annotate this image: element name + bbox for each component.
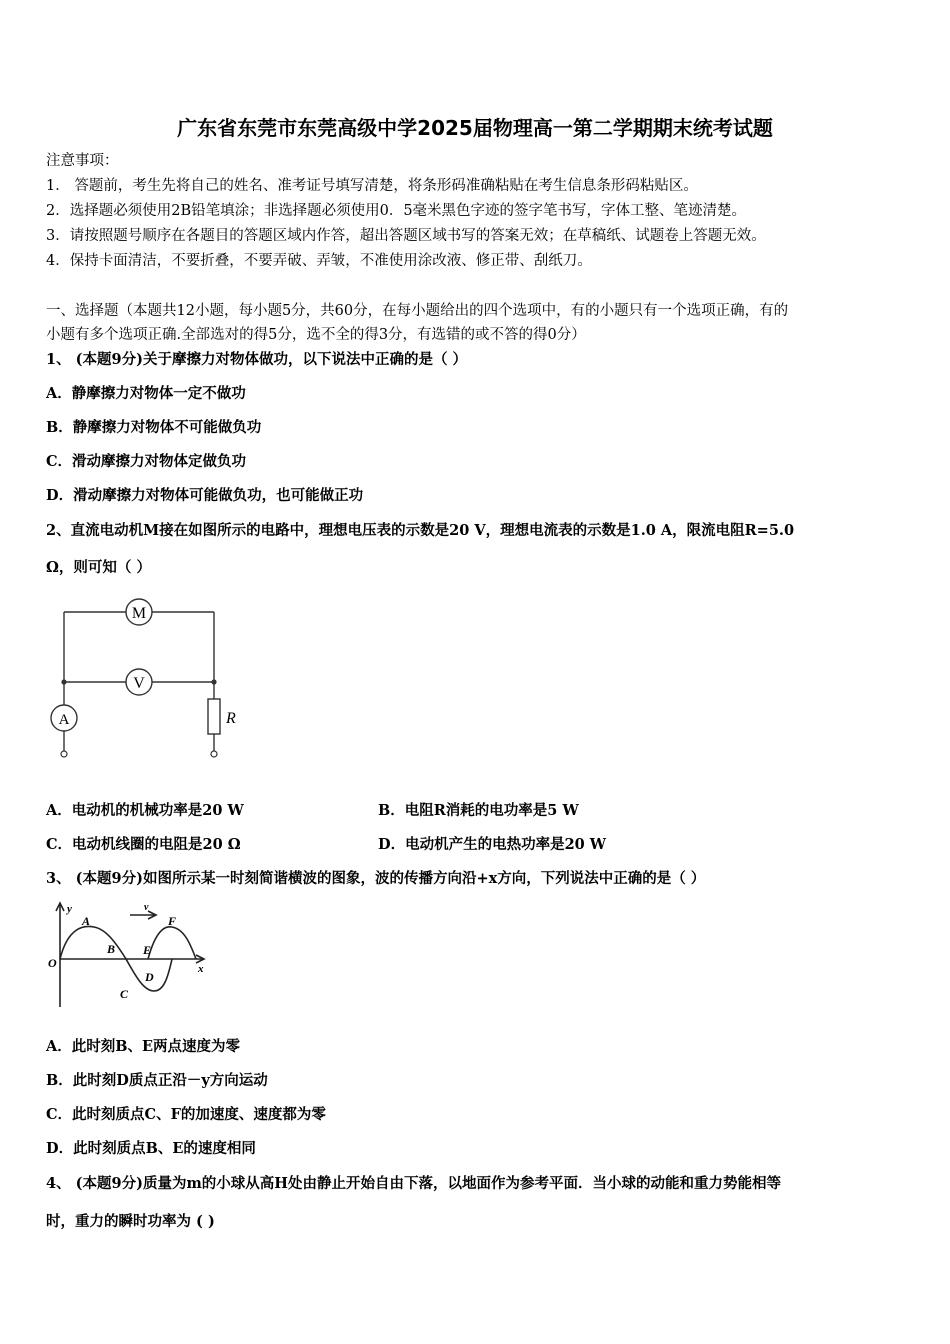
notice-item: 1． 答题前，考生先将自己的姓名、准考证号填写清楚，将条形码准确粘贴在考生信息条形码粘贴区。 [46,178,698,194]
page-title: 广东省东莞市东莞高级中学2025届物理高一第二学期期末统考试题 [177,116,773,140]
notice-heading: 注意事项： [46,153,119,169]
circuit-diagram [40,592,250,762]
wave-diagram [44,897,216,1011]
terminal [61,751,67,757]
q1-option-c: C．滑动摩擦力对物体定做负功 [46,453,247,470]
section-header-cont: 小题有多个选项正确.全部选对的得5分，选不全的得3分，有选错的或不答的得0分） [46,327,586,343]
notice-item: 4．保持卡面清洁，不要折叠，不要弄破、弄皱，不准使用涂改液、修正带、刮纸刀。 [46,253,592,269]
motor-label: M [131,605,147,622]
q1-option-d: D．滑动摩擦力对物体可能做负功，也可能做正功 [46,487,364,504]
origin-label: O [48,956,57,970]
question-4-stem-cont: 时，重力的瞬时功率为 ( ) [46,1213,215,1230]
question-3-stem: 3、 (本题9分)如图所示某一时刻简谐横波的图象，波的传播方向沿+x方向，下列说法中正确的是（ ） [46,870,706,887]
x-axis-label: x [198,963,204,975]
junction-dot [211,679,216,684]
question-4-stem: 4、 (本题9分)质量为m的小球从高H处由静止开始自由下落，以地面作为参考平面．当小球的动能和重力势能相等 [46,1175,781,1192]
q1-option-b: B．静摩擦力对物体不可能做负功 [46,419,262,436]
resistor-label: R [226,710,236,727]
q2-option-a: A．电动机的机械功率是20 W [46,802,244,819]
q2-option-c: C．电动机线圈的电阻是20 Ω [46,836,241,853]
point-label: B [107,942,116,956]
q3-option-b: B．此时刻D质点正沿－y方向运动 [46,1072,268,1089]
voltmeter-label: V [133,675,145,692]
notice-item: 2．选择题必须使用2B铅笔填涂；非选择题必须使用0．5毫米黑色字迹的签字笔书写，字体工整、笔迹清楚。 [46,203,747,219]
q2-option-b: B．电阻R消耗的电功率是5 W [378,802,579,819]
q3-option-c: C．此时刻质点C、F的加速度、速度都为零 [46,1106,326,1123]
ammeter-label: A [58,712,70,728]
question-2-stem: 2、直流电动机M接在如图所示的电路中，理想电压表的示数是20 V，理想电流表的示数是1.0 A，限流电阻R=5.0 [46,522,795,539]
point-label: D [145,970,154,984]
y-axis-label: y [67,903,72,915]
q1-option-a: A．静摩擦力对物体一定不做功 [46,385,246,402]
notice-item: 3．请按照题号顺序在各题目的答题区域内作答，超出答题区域书写的答案无效；在草稿纸、试题卷上答题无效。 [46,228,766,244]
terminal [211,751,217,757]
question-2-stem-cont: Ω，则可知（ ） [46,559,151,576]
section-header: 一、选择题（本题共12小题，每小题5分，共60分，在每小题给出的四个选项中，有的小题只有一个选项正确，有的 [46,303,789,319]
point-label: E [143,943,152,957]
q3-option-a: A．此时刻B、E两点速度为零 [46,1038,241,1055]
point-label: F [168,914,177,928]
resistor-symbol [208,699,220,734]
point-label: C [120,987,129,1001]
question-1-stem: 1、 (本题9分)关于摩擦力对物体做功，以下说法中正确的是（ ） [46,351,467,368]
point-label: A [82,914,91,928]
q3-option-d: D．此时刻质点B、E的速度相同 [46,1140,256,1157]
velocity-label: v [144,902,149,913]
junction-dot [61,679,66,684]
q2-option-d: D．电动机产生的电热功率是20 W [378,836,607,853]
